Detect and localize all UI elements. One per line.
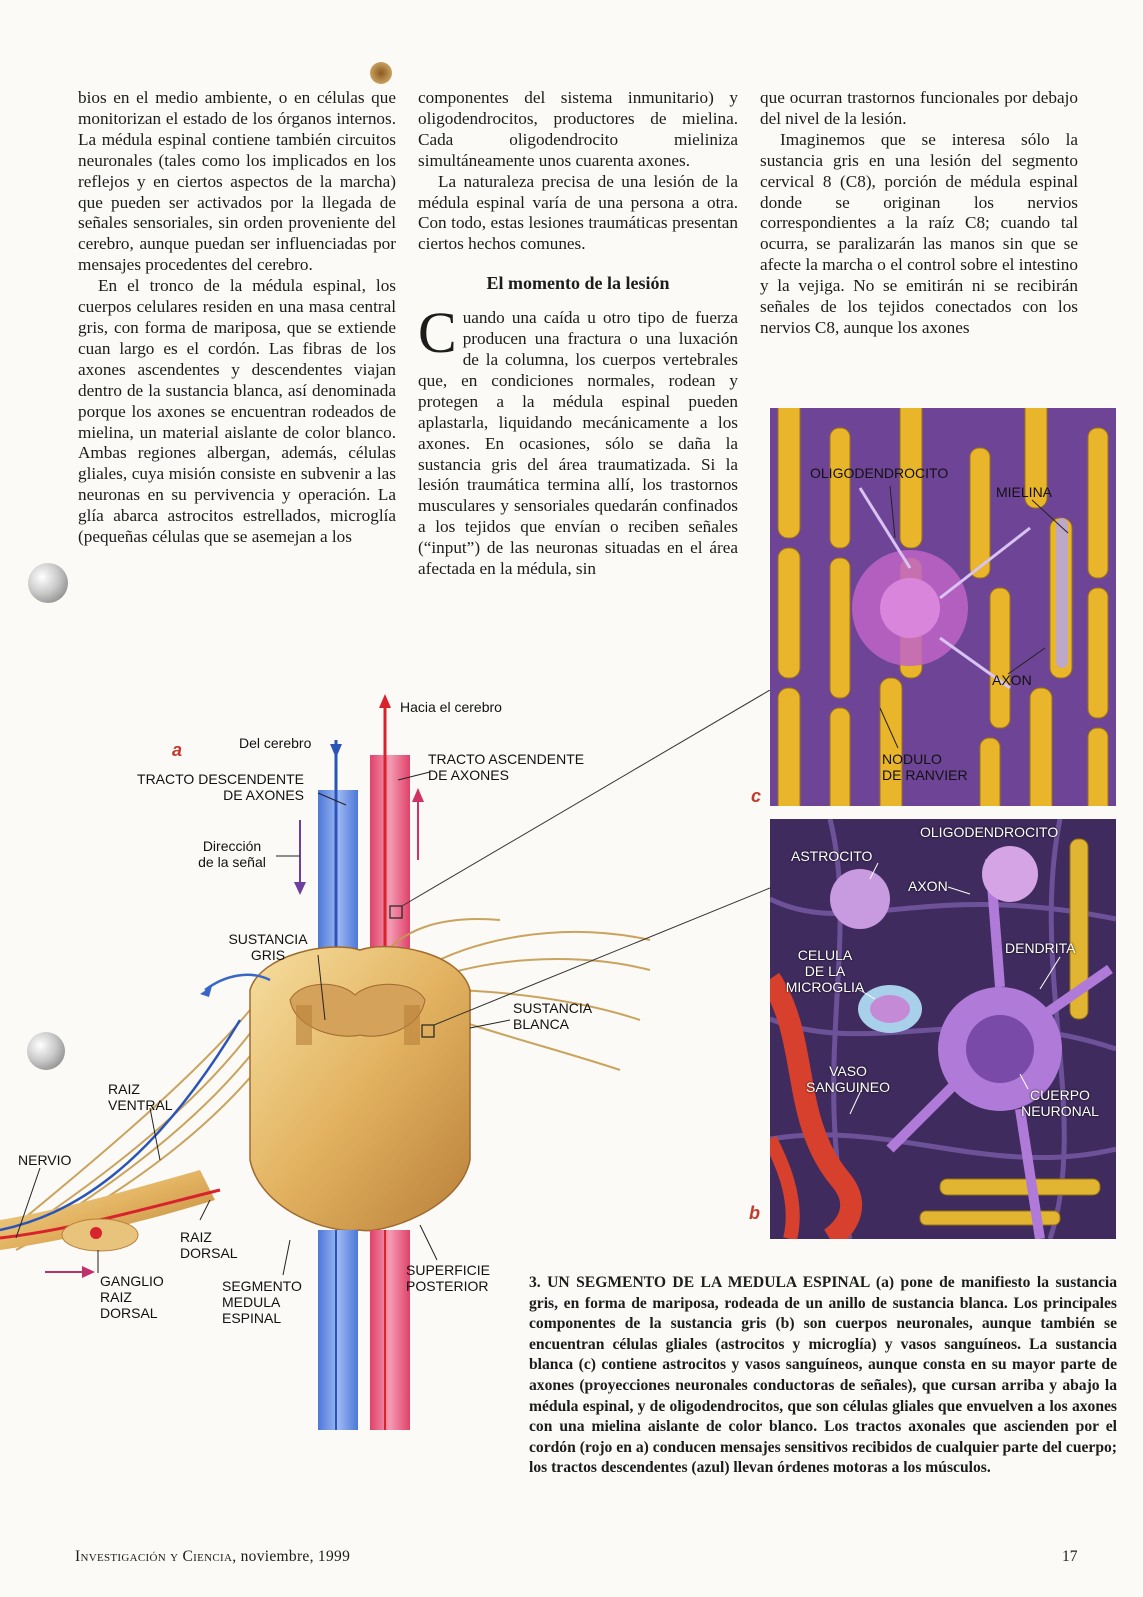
paragraph: bios en el medio ambiente, o en células que monitorizan el estado de los órganos internos. La médula espinal contiene también circuitos neuronales (tales como los implicados en los reflejos y en ciertos aspectos de la marcha) que pueden ser activados por la llegada de señales sensoriales, sin orden proveniente del cerebro, aunque puedan ser influenciadas por mensajes procedentes del cerebro. (78, 88, 396, 275)
paragraph: componentes del sistema inmunitario) y oligodendrocitos, productores de mielina. Cada oligodendrocito mieliniza simultáneamente unos cuarenta axones. (418, 88, 738, 170)
label-vaso-sanguineo: VASO SANGUINEO (805, 1063, 890, 1095)
label-cuerpo-neuronal: CUERPO NEURONAL (1021, 1087, 1099, 1119)
label-superficie-posterior: SUPERFICIE POSTERIOR (406, 1262, 491, 1294)
arrow-down-icon (330, 744, 342, 758)
label-raiz-dorsal: RAIZ DORSAL (180, 1229, 238, 1261)
label-axon-c: AXON (992, 672, 1032, 688)
paragraph-text: uando una caída u otro tipo de fuerza producen una fractura o una luxación de la columna, los cuerpos vertebrales que, en condiciones normales, rodean y protegen a la médula espinal pueden aplastarla, liquidando mecánicamente a los axones. En ocasiones, sólo se daña la sustancia gris del área traumatizada. Si la lesión traumática termina allí, los trastornos musculares y sensoriales quedarán confinados a los tejidos que envían o reciben señales (“input”) de las neuronas situadas en el área afectada en la médula, sin (418, 308, 738, 579)
inset-white-matter (770, 408, 1116, 806)
label-nodulo-ranvier: NODULO DE RANVIER (882, 751, 968, 783)
direction-arrow-down-icon (294, 882, 306, 895)
page-footer (75, 1548, 350, 1566)
label-direccion-senal: Dirección de la señal (198, 838, 266, 870)
label-sustancia-gris: SUSTANCIA GRIS (228, 931, 308, 963)
paragraph: La naturaleza precisa de una lesión de la médula espinal varía de una persona a otra. Con todo, estas lesiones traumáticas presentan ciertos hechos comunes. (418, 171, 738, 254)
label-raiz-ventral: RAIZ VENTRAL (108, 1081, 173, 1113)
stain-spot (370, 62, 392, 84)
label-nervio: NERVIO (18, 1152, 72, 1168)
label-celula-microglia: CELULA DE LA MICROGLIA (785, 947, 865, 995)
figure-letter-b: b (749, 1203, 760, 1223)
figure-letter-a: a (172, 740, 183, 760)
direction-arrow-up-icon (412, 788, 424, 802)
page-number: 17 (1062, 1548, 1078, 1565)
label-astrocito: ASTROCITO (791, 848, 873, 864)
paragraph: En el tronco de la médula espinal, los cuerpos celulares residen en una masa central gris, con forma de mariposa, que se extiende cuan largo es el cordón. Las fibras de los axones ascendentes y descendentes viajan dentro de la sustancia blanca, así denominada porque los axones se encuentran rodeados de mielina, un material aislante de color blanco. Ambas regiones albergan, además, células gliales, cuya misión consiste en subvenir a las neuronas en su pervivencia y operación. La glía abarca astrocitos estrellados, microglía (pequeñas células que se asemejan a los (78, 276, 396, 547)
paragraph: que ocurran trastornos funcionales por debajo del nivel de la lesión. (760, 88, 1078, 128)
section-heading: El momento de la lesión (486, 273, 670, 294)
label-tracto-ascendente: TRACTO ASCENDENTE DE AXONES (428, 751, 585, 783)
arrow-up-icon (379, 694, 391, 708)
drop-cap: C (418, 300, 457, 366)
label-ganglio-raiz-dorsal: GANGLIO RAIZ DORSAL (100, 1273, 164, 1321)
paragraph: Imaginemos que se interesa sólo la sustancia gris en una lesión del segmento cervical 8 (C8), porción de médula espinal donde se originan los nervios correspondientes a la raíz C8; cuando tal ocurra, se paralizarán las manos sin que se afecte la marcha o el control sobre el intestino y la vejiga. No se emitirán ni se recibirán señales de los tejidos conectados con los nervios C8, aunque los axones (760, 129, 1078, 337)
figure-caption: 3. UN SEGMENTO DE LA MEDULA ESPINAL (a) pone de manifiesto la sustancia gris, en forma de mariposa, rodeada de un anillo de sustancia blanca. Los principales componentes de la sustancia gris (b) son cuerpos neuronales, aunque también se encuentran células gliales (astrocitos y microglía) y vasos sanguíneos. La sustancia blanca (c) contiene astrocitos y vasos sanguíneos, aunque consta en su mayor parte de axones (proyecciones neuronales conductoras de señales), que cursan arriba y abajo la médula espinal, y de oligodendrocitos, que son células gliales que envuelven a los axones con una mielina aislante de color blanco. Los tractos axonales que ascienden por el cordón (rojo en a) conducen mensajes sensitivos recibidos de cualquier parte del cuerpo; los tractos descendentes (azul) llevan órdenes motoras a los músculos. (529, 1274, 1117, 1477)
label-axon-b: AXON (908, 878, 948, 894)
oligodendrocyte-cell-b (982, 846, 1038, 902)
figure-letter-c: c (751, 786, 762, 806)
journal-name: Investigación y Ciencia (75, 1548, 233, 1565)
inset-gray-matter (770, 819, 1116, 1239)
text-column-3 (760, 88, 1078, 339)
label-oligodendrocito-b: OLIGODENDROCITO (920, 824, 1059, 840)
label-del-cerebro: Del cerebro (239, 735, 312, 751)
astrocyte-cell (830, 869, 890, 929)
label-hacia-cerebro: Hacia el cerebro (400, 699, 502, 715)
cord-segment (250, 947, 470, 1231)
binder-hole-top (28, 563, 68, 603)
label-oligodendrocito-c: OLIGODENDROCITO (810, 465, 949, 481)
label-segmento-medula: SEGMENTO MEDULA ESPINAL (222, 1278, 302, 1326)
text-column-1 (78, 88, 396, 548)
label-sustancia-blanca: SUSTANCIA BLANCA (513, 1000, 593, 1032)
paragraph (418, 300, 738, 580)
label-tracto-descendente: TRACTO DESCENDENTE DE AXONES (137, 771, 304, 803)
label-dendrita: DENDRITA (1005, 940, 1076, 956)
issue-date: , noviembre, 1999 (232, 1548, 351, 1565)
arrow-right-icon (82, 1266, 95, 1278)
text-column-2 (418, 88, 738, 580)
label-mielina: MIELINA (996, 484, 1053, 500)
